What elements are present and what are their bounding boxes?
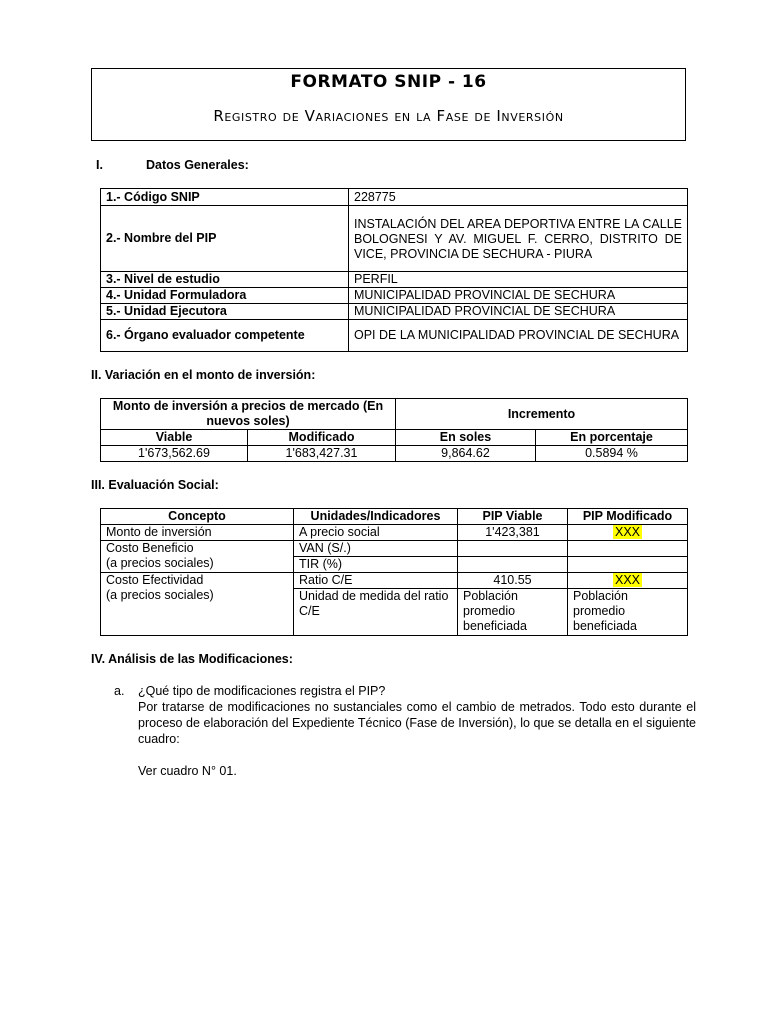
modified-cell — [568, 557, 688, 573]
section-1-heading — [96, 158, 249, 172]
value-cell: 9,864.62 — [396, 446, 536, 462]
value-cell: MUNICIPALIDAD PROVINCIAL DE SECHURA — [349, 304, 688, 320]
table-row — [101, 446, 688, 462]
unit-cell: VAN (S/.) — [294, 541, 458, 557]
label-cell: 6.- Órgano evaluador competente — [101, 320, 349, 352]
label-cell: 4.- Unidad Formuladora — [101, 288, 349, 304]
label-cell: 3.- Nivel de estudio — [101, 272, 349, 288]
social-evaluation-table — [100, 508, 688, 636]
unit-cell: Unidad de medida del ratio C/E — [294, 589, 458, 636]
analysis-item-a — [114, 683, 696, 783]
general-data-table — [100, 188, 688, 352]
table-row — [101, 573, 688, 589]
table-row — [101, 304, 688, 320]
item-answer: Por tratarse de modificaciones no sustanciales como el cambio de metrados. Todo esto durante el proceso de elaboración del Expediente Técnico (Fase de Inversión), lo que se detalla en el siguiente cuadro: — [138, 700, 696, 746]
item-reference: Ver cuadro N° 01. — [138, 764, 237, 778]
column-header: Unidades/Indicadores — [294, 509, 458, 525]
value-cell: OPI DE LA MUNICIPALIDAD PROVINCIAL DE SECHURA — [349, 320, 688, 352]
concept-line: (a precios sociales) — [106, 556, 214, 570]
column-header: En soles — [396, 430, 536, 446]
modified-cell: Población promedio beneficiada — [568, 589, 688, 636]
investment-variation-table — [100, 398, 688, 462]
column-header: PIP Viable — [458, 509, 568, 525]
concept-cell: Monto de inversión — [101, 525, 294, 541]
modified-cell — [568, 541, 688, 557]
highlighted-placeholder: XXX — [614, 525, 640, 539]
table-row — [101, 206, 688, 272]
unit-cell: Ratio C/E — [294, 573, 458, 589]
value-cell: 228775 — [349, 189, 688, 206]
viable-cell: 1'423,381 — [458, 525, 568, 541]
viable-cell — [458, 541, 568, 557]
value-cell: 0.5894 % — [536, 446, 688, 462]
section-4-heading: IV. Análisis de las Modificaciones: — [91, 652, 293, 666]
header-cell: Monto de inversión a precios de mercado (En nuevos soles) — [101, 399, 396, 430]
section-3-heading: III. Evaluación Social: — [91, 478, 219, 492]
table-row — [101, 320, 688, 352]
table-row — [101, 272, 688, 288]
header-cell: Incremento — [396, 399, 688, 430]
value-cell: INSTALACIÓN DEL AREA DEPORTIVA ENTRE LA CALLE BOLOGNESI Y AV. MIGUEL F. CERRO, DISTRITO DE VICE, PROVINCIA DE SECHURA - PIURA — [349, 206, 688, 272]
label-cell: 5.- Unidad Ejecutora — [101, 304, 349, 320]
table-row — [101, 541, 688, 557]
concept-line: Costo Efectividad — [106, 573, 204, 587]
item-question: ¿Qué tipo de modificaciones registra el PIP? — [138, 684, 386, 698]
viable-cell: 410.55 — [458, 573, 568, 589]
concept-cell — [101, 541, 294, 573]
viable-cell: Población promedio beneficiada — [458, 589, 568, 636]
table-row — [101, 288, 688, 304]
table-row — [101, 399, 688, 430]
table-row — [101, 189, 688, 206]
viable-cell — [458, 557, 568, 573]
item-letter: a. — [114, 684, 125, 698]
table-row — [101, 525, 688, 541]
section-1-title: Datos Generales: — [146, 158, 249, 172]
concept-cell — [101, 573, 294, 636]
concept-line: (a precios sociales) — [106, 588, 214, 602]
section-2-heading: II. Variación en el monto de inversión: — [91, 368, 316, 382]
column-header: PIP Modificado — [568, 509, 688, 525]
column-header: En porcentaje — [536, 430, 688, 446]
form-title: FORMATO SNIP - 16 — [290, 72, 487, 92]
modified-cell — [568, 573, 688, 589]
form-subtitle: Registro de Variaciones en la Fase de Inversión — [213, 107, 564, 125]
value-cell: MUNICIPALIDAD PROVINCIAL DE SECHURA — [349, 288, 688, 304]
title-box — [91, 68, 686, 141]
section-1-number: I. — [96, 158, 103, 172]
highlighted-placeholder: XXX — [614, 573, 640, 587]
column-header: Modificado — [248, 430, 396, 446]
value-cell: PERFIL — [349, 272, 688, 288]
unit-cell: TIR (%) — [294, 557, 458, 573]
label-cell: 1.- Código SNIP — [101, 189, 349, 206]
unit-cell: A precio social — [294, 525, 458, 541]
value-cell: 1'673,562.69 — [101, 446, 248, 462]
label-cell: 2.- Nombre del PIP — [101, 206, 349, 272]
column-header: Concepto — [101, 509, 294, 525]
value-cell: 1'683,427.31 — [248, 446, 396, 462]
table-row — [101, 430, 688, 446]
table-row — [101, 509, 688, 525]
column-header: Viable — [101, 430, 248, 446]
concept-line: Costo Beneficio — [106, 541, 194, 555]
modified-cell — [568, 525, 688, 541]
